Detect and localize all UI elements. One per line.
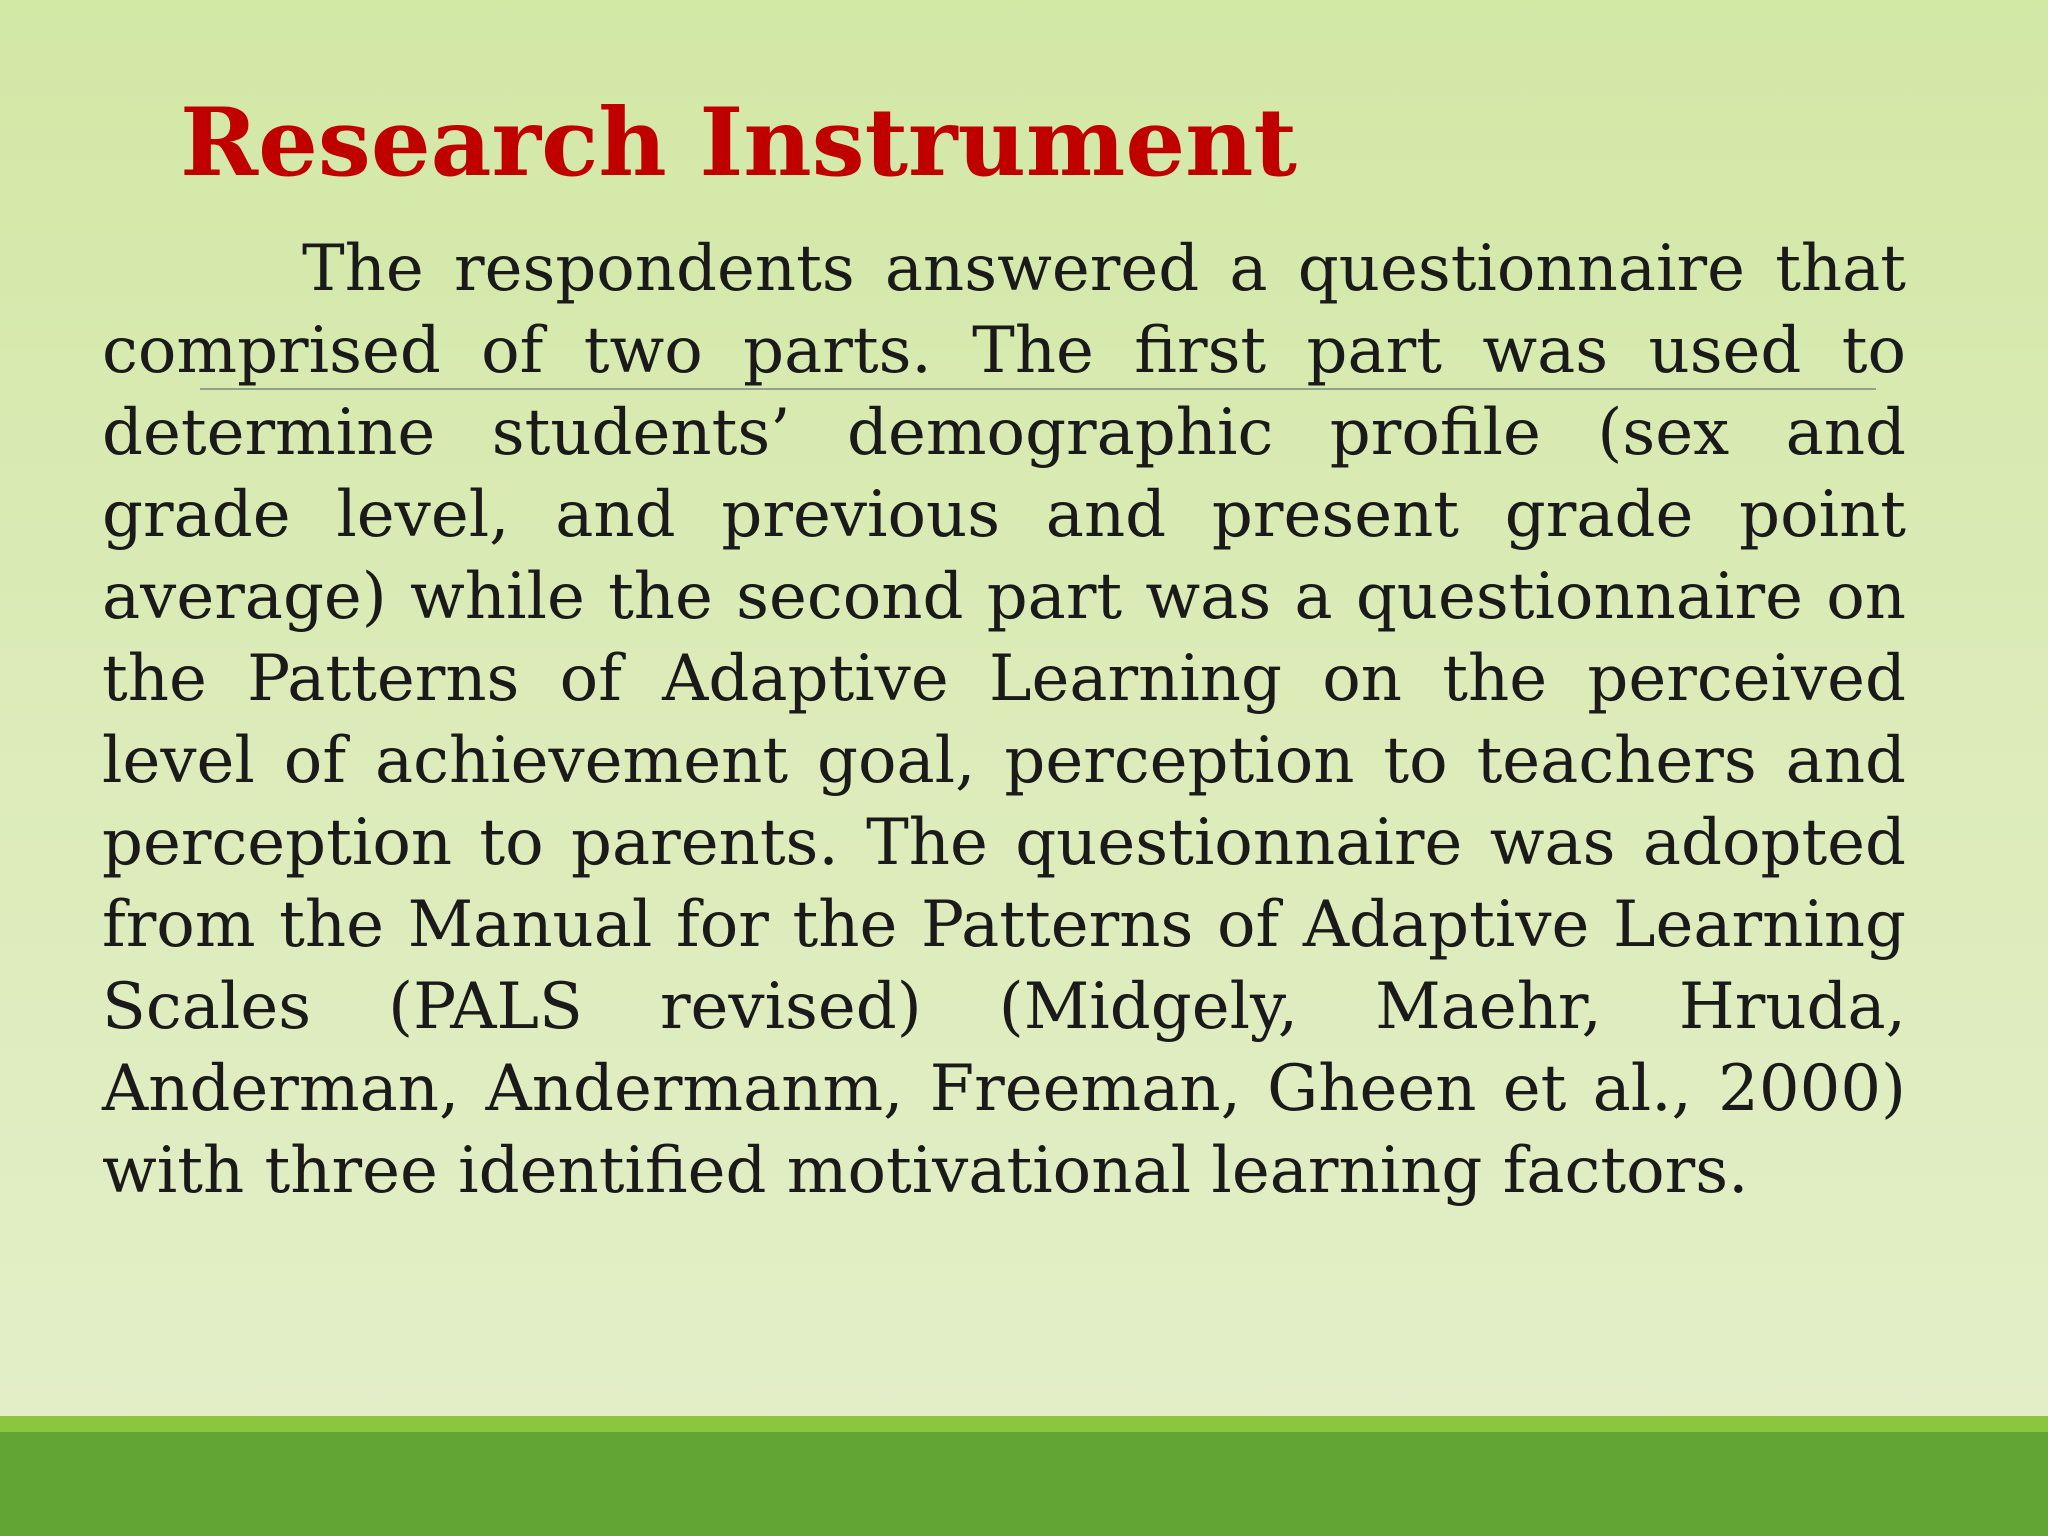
slide-title: Research Instrument: [180, 88, 1297, 198]
slide-body-paragraph: The respondents answered a questionnaire that comprised of two parts. The first part was used to determine students’ demographic profile (sex and grade level, and previous and present grade point average) while the second part was a questionnaire on the Patterns of Adaptive Learning on the perceived level of achievement goal, perception to teachers and perception to parents. The questionnaire was adopted from the Manual for the Patterns of Adaptive Learning Scales (PALS revised) (Midgely, Maehr, Hruda, Anderman, Andermanm, Freeman, Gheen et al., 2000) with three identified motivational learning factors.: [102, 232, 1906, 1208]
footer-band-light: [0, 1416, 2048, 1432]
underline-rule: [200, 388, 1876, 390]
footer-band-dark: [0, 1432, 2048, 1536]
